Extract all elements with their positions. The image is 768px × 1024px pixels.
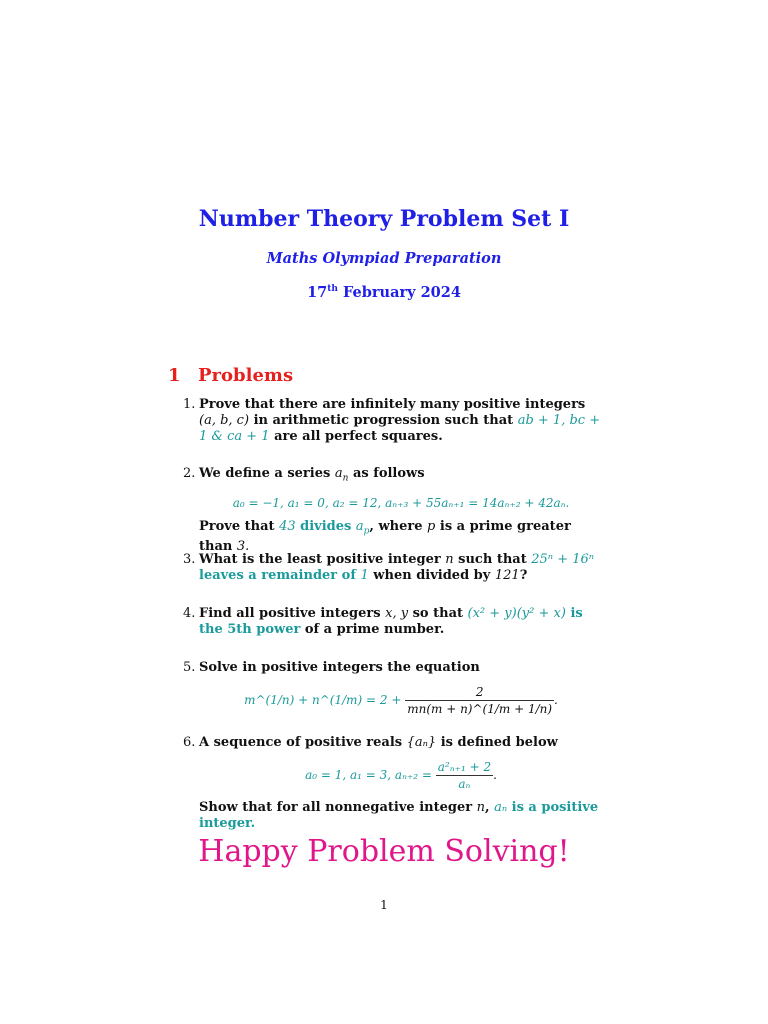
problem-text-run: is defined below xyxy=(440,735,558,750)
math-expression: (a, b, c) xyxy=(199,413,250,428)
problem-text-run: , xyxy=(485,800,490,815)
date-month-year: February 2024 xyxy=(343,284,461,301)
problem-index: 1. xyxy=(183,397,196,412)
problem-text-run: leaves a remainder of xyxy=(199,568,356,583)
problem-text-run: is a positive integer. xyxy=(199,800,599,831)
problem-text-run: What is the least positive integer xyxy=(199,552,441,567)
date-day: 17 xyxy=(307,284,328,301)
problem-item xyxy=(183,735,603,832)
fraction-denominator: aₙ xyxy=(458,777,471,791)
problem-text-run: Solve in positive integers the equation xyxy=(199,660,480,675)
problem-text-run: are all perfect squares. xyxy=(274,429,443,444)
math-expression: {aₙ} xyxy=(406,735,437,750)
problem-text xyxy=(199,606,603,638)
equation-end: . xyxy=(554,693,558,707)
problem-text-run: is the 5th power xyxy=(199,606,583,637)
math-expression: 25ⁿ + 16ⁿ xyxy=(531,552,595,567)
problem-text-run: We define a series xyxy=(199,466,331,481)
math-expression: $a_n$ xyxy=(334,466,349,484)
problem-index: 5. xyxy=(183,660,196,675)
problem-text-run: ? xyxy=(519,568,528,583)
problem-item xyxy=(183,660,603,725)
closing-message: Happy Problem Solving! xyxy=(198,834,570,869)
math-expression: $a_p$ xyxy=(355,518,370,537)
section-title: Problems xyxy=(198,365,294,386)
fraction-numerator: 2 xyxy=(405,684,554,701)
math-expression: x, y xyxy=(385,606,409,621)
problem-item xyxy=(183,606,603,638)
problem-text-run: , where xyxy=(369,518,423,534)
equation-display xyxy=(199,759,603,792)
problem-item xyxy=(183,552,603,584)
problem-text-run: A sequence of positive reals xyxy=(199,735,403,750)
problem-item xyxy=(183,466,603,555)
problem-text-run: Prove that xyxy=(199,518,275,534)
section-heading xyxy=(168,365,293,386)
problem-text-run: in arithmetic progression such that xyxy=(253,413,514,428)
math-expression: n xyxy=(445,552,454,567)
equation-fraction xyxy=(405,684,554,717)
problem-text-run: Show that for all nonnegative integer xyxy=(199,800,473,815)
problem-text-run: such that xyxy=(458,552,527,567)
equation-lhs: m^(1/n) + n^(1/m) = 2 + xyxy=(244,693,402,707)
math-expression: ab + 1, bc + 1 & ca + 1 xyxy=(199,413,601,444)
problem-text-run: so that xyxy=(412,606,463,621)
recurrence-display: a₀ = −1, a₁ = 0, a₂ = 12, aₙ₊₃ + 55aₙ₊₁ = 14aₙ₊₂ + 42aₙ. xyxy=(232,495,570,510)
problem-text-run: of a prime number. xyxy=(304,622,445,637)
problem-index: 6. xyxy=(183,735,196,750)
equation-display xyxy=(199,684,603,717)
math-expression: (x² + y)(y² + x) xyxy=(467,606,566,621)
problem-text xyxy=(199,660,603,717)
date-suffix: th xyxy=(327,284,338,295)
problem-text-run: as follows xyxy=(352,466,425,481)
problem-index: 2. xyxy=(183,466,196,481)
equation-end: . xyxy=(493,768,497,782)
math-expression: n xyxy=(476,800,485,815)
document-title: Number Theory Problem Set I xyxy=(198,206,570,232)
math-expression: 43 xyxy=(279,518,296,534)
problem-index: 3. xyxy=(183,552,196,567)
page-number: 1 xyxy=(380,898,388,912)
problem-text xyxy=(199,735,603,832)
problem-text xyxy=(199,466,603,555)
math-expression: p xyxy=(427,518,436,534)
equation-fraction xyxy=(436,759,493,792)
math-expression: 121 xyxy=(494,568,520,583)
fraction-numerator: a²ₙ₊₁ + 2 xyxy=(437,760,492,774)
problem-text-run: is a prime greater than xyxy=(199,518,571,555)
problem-text xyxy=(199,397,603,445)
problem-text-run: Find all positive integers xyxy=(199,606,381,621)
problem-text xyxy=(199,552,603,584)
math-expression: 3. xyxy=(236,539,250,555)
fraction-denominator: mn(m + n)^(1/m + 1/n) xyxy=(407,702,553,716)
problem-text-run: divides xyxy=(300,518,352,534)
problem-text-run: when divided by xyxy=(373,568,491,583)
equation-lhs: a₀ = 1, a₁ = 3, aₙ₊₂ = xyxy=(305,768,432,782)
math-expression: aₙ xyxy=(494,800,508,815)
problem-item xyxy=(183,397,603,445)
problem-text-run: Prove that there are infinitely many positive integers xyxy=(199,397,586,412)
document-subtitle: Maths Olympiad Preparation xyxy=(266,250,502,267)
document-date xyxy=(0,284,768,301)
math-expression: 1 xyxy=(360,568,369,583)
problem-index: 4. xyxy=(183,606,196,621)
section-number: 1 xyxy=(168,365,181,386)
